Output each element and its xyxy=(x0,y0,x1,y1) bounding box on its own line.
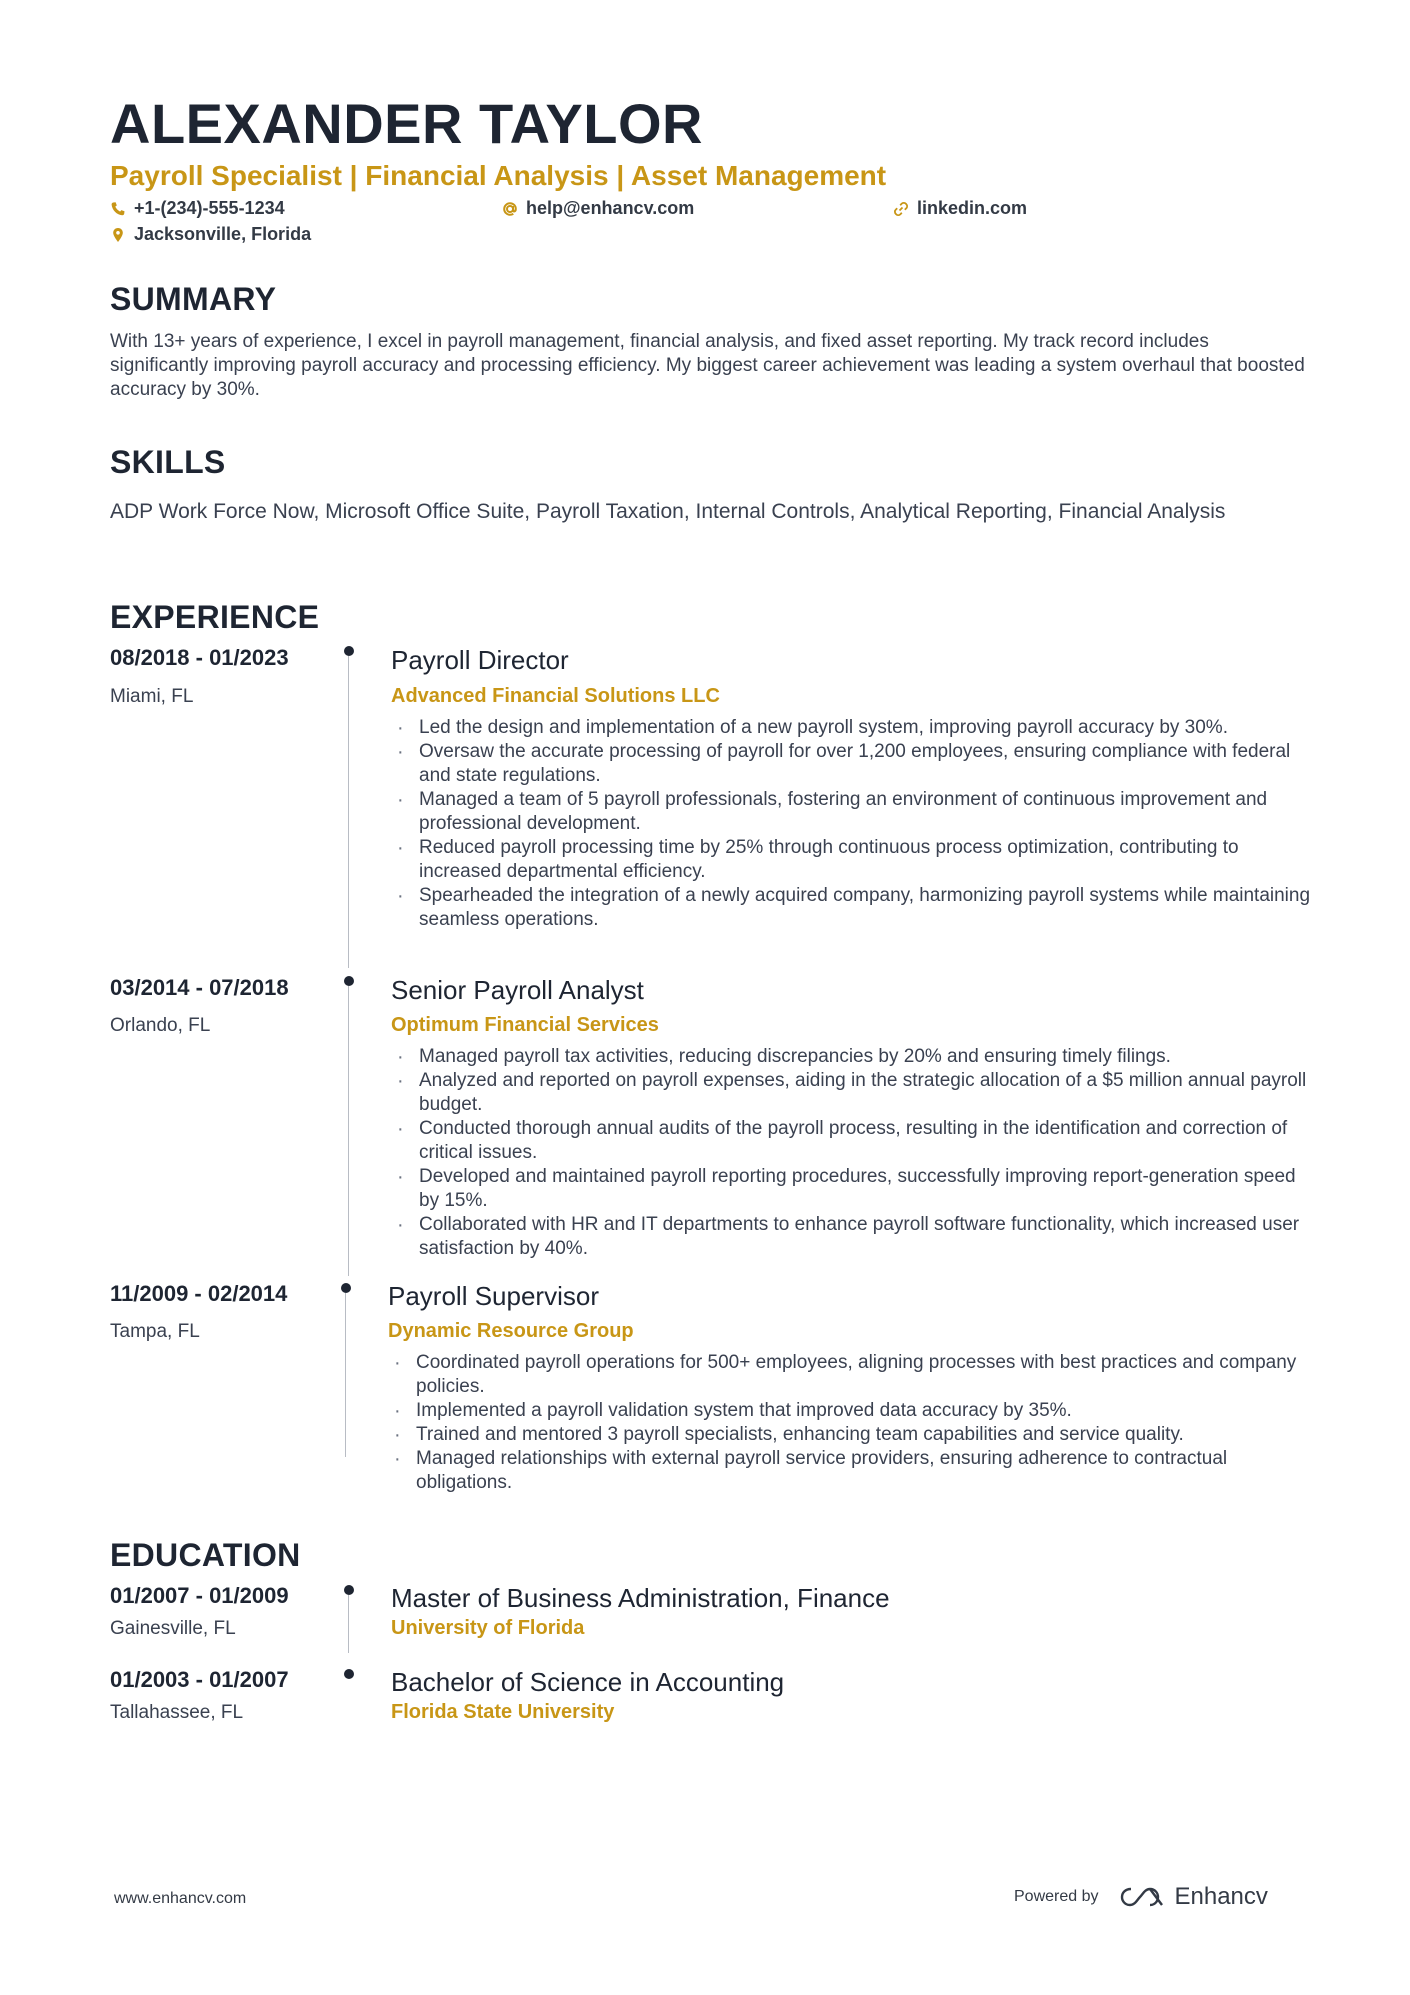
job-dates: 11/2009 - 02/2014 xyxy=(110,1281,288,1306)
job-dates: 08/2018 - 01/2023 xyxy=(110,645,289,670)
timeline-line xyxy=(345,1293,346,1457)
footer-branding xyxy=(1014,1883,1268,1911)
education-heading: EDUCATION xyxy=(110,1537,301,1573)
enhancv-logo-text: Enhancv xyxy=(1174,1883,1268,1910)
education-school: Florida State University xyxy=(391,1701,615,1723)
job-dates: 03/2014 - 07/2018 xyxy=(110,975,289,1000)
job-company: Dynamic Resource Group xyxy=(388,1320,634,1342)
location-text: Jacksonville, Florida xyxy=(134,224,312,244)
candidate-headline: Payroll Specialist | Financial Analysis | Asset Management xyxy=(110,160,887,191)
education-degree: Master of Business Administration, Finance xyxy=(391,1583,890,1613)
job-bullet: · Coordinated payroll operations for 500+ employees, aligning processes with best practices and company policies. xyxy=(388,1351,1308,1399)
enhancv-logo[interactable] xyxy=(1119,1883,1268,1911)
experience-heading: EXPERIENCE xyxy=(110,599,320,635)
education-location: Gainesville, FL xyxy=(110,1618,236,1639)
link-icon xyxy=(893,201,909,217)
timeline-dot xyxy=(341,1283,351,1293)
phone-icon xyxy=(110,201,126,217)
job-location: Miami, FL xyxy=(110,686,194,707)
contact-location xyxy=(110,224,311,245)
job-location: Orlando, FL xyxy=(110,1015,211,1036)
job-bullet: · Collaborated with HR and IT departments to enhance payroll software functionality, which increased user satisfaction by 40%. xyxy=(391,1213,1311,1261)
education-dates: 01/2003 - 01/2007 xyxy=(110,1667,289,1692)
footer-website-link[interactable]: www.enhancv.com xyxy=(114,1890,247,1907)
timeline-dot xyxy=(344,646,354,656)
job-company: Advanced Financial Solutions LLC xyxy=(391,685,720,707)
linkedin-text: linkedin.com xyxy=(917,198,1028,218)
job-bullet: · Implemented a payroll validation system that improved data accuracy by 35%. xyxy=(388,1399,1308,1423)
job-bullets xyxy=(388,1351,1308,1495)
summary-text: With 13+ years of experience, I excel in payroll management, financial analysis, and fixed asset reporting. My track record includes significantly improving payroll accuracy and processing efficiency. My biggest career achievement was leading a system overhaul that boosted accuracy by 30%. xyxy=(110,331,1305,400)
job-company: Optimum Financial Services xyxy=(391,1014,659,1036)
contact-linkedin[interactable] xyxy=(893,198,1027,219)
at-sign-icon xyxy=(502,201,518,217)
job-bullet: · Managed a team of 5 payroll professionals, fostering an environment of continuous improvement and professional development. xyxy=(391,788,1311,836)
skills-text: ADP Work Force Now, Microsoft Office Suite, Payroll Taxation, Internal Controls, Analytical Reporting, Financial Analysis xyxy=(110,500,1226,523)
education-degree: Bachelor of Science in Accounting xyxy=(391,1667,785,1697)
job-bullet: · Trained and mentored 3 payroll specialists, enhancing team capabilities and service quality. xyxy=(388,1423,1308,1447)
job-bullet: · Spearheaded the integration of a newly acquired company, harmonizing payroll systems while maintaining seamless operations. xyxy=(391,884,1311,932)
location-pin-icon xyxy=(110,227,126,243)
education-dates: 01/2007 - 01/2009 xyxy=(110,1583,289,1608)
job-bullet: · Oversaw the accurate processing of payroll for over 1,200 employees, ensuring compliance with federal and state regulations. xyxy=(391,740,1311,788)
enhancv-logo-icon xyxy=(1119,1884,1165,1910)
job-bullets xyxy=(391,716,1311,932)
email-text: help@enhancv.com xyxy=(526,198,695,218)
timeline-line xyxy=(348,1595,349,1653)
timeline-dot xyxy=(344,1669,354,1679)
powered-by-label: Powered by xyxy=(1014,1888,1099,1905)
education-location: Tallahassee, FL xyxy=(110,1702,244,1723)
contact-phone[interactable] xyxy=(110,198,285,219)
job-bullet: · Analyzed and reported on payroll expenses, aiding in the strategic allocation of a $5 million annual payroll budget. xyxy=(391,1069,1311,1117)
timeline-dot xyxy=(344,976,354,986)
skills-heading: SKILLS xyxy=(110,444,226,480)
job-location: Tampa, FL xyxy=(110,1321,200,1342)
timeline-line xyxy=(348,986,349,1276)
candidate-name: ALEXANDER TAYLOR xyxy=(110,92,703,155)
job-title: Payroll Director xyxy=(391,645,569,675)
job-bullet: · Managed payroll tax activities, reducing discrepancies by 20% and ensuring timely filings. xyxy=(391,1045,1311,1069)
contact-email[interactable] xyxy=(502,198,694,219)
timeline-line xyxy=(348,656,349,968)
job-title: Senior Payroll Analyst xyxy=(391,975,644,1005)
job-title: Payroll Supervisor xyxy=(388,1281,599,1311)
job-bullet: · Developed and maintained payroll reporting procedures, successfully improving report-generation speed by 15%. xyxy=(391,1165,1311,1213)
timeline-dot xyxy=(344,1585,354,1595)
job-bullet: · Reduced payroll processing time by 25% through continuous process optimization, contributing to increased departmental efficiency. xyxy=(391,836,1311,884)
job-bullet: · Led the design and implementation of a new payroll system, improving payroll accuracy by 30%. xyxy=(391,716,1311,740)
summary-heading: SUMMARY xyxy=(110,281,277,317)
job-bullet: · Conducted thorough annual audits of the payroll process, resulting in the identification and correction of critical issues. xyxy=(391,1117,1311,1165)
job-bullets xyxy=(391,1045,1311,1261)
phone-text: +1-(234)-555-1234 xyxy=(134,198,285,218)
education-school: University of Florida xyxy=(391,1617,585,1639)
job-bullet: · Managed relationships with external payroll service providers, ensuring adherence to contractual obligations. xyxy=(388,1447,1308,1495)
